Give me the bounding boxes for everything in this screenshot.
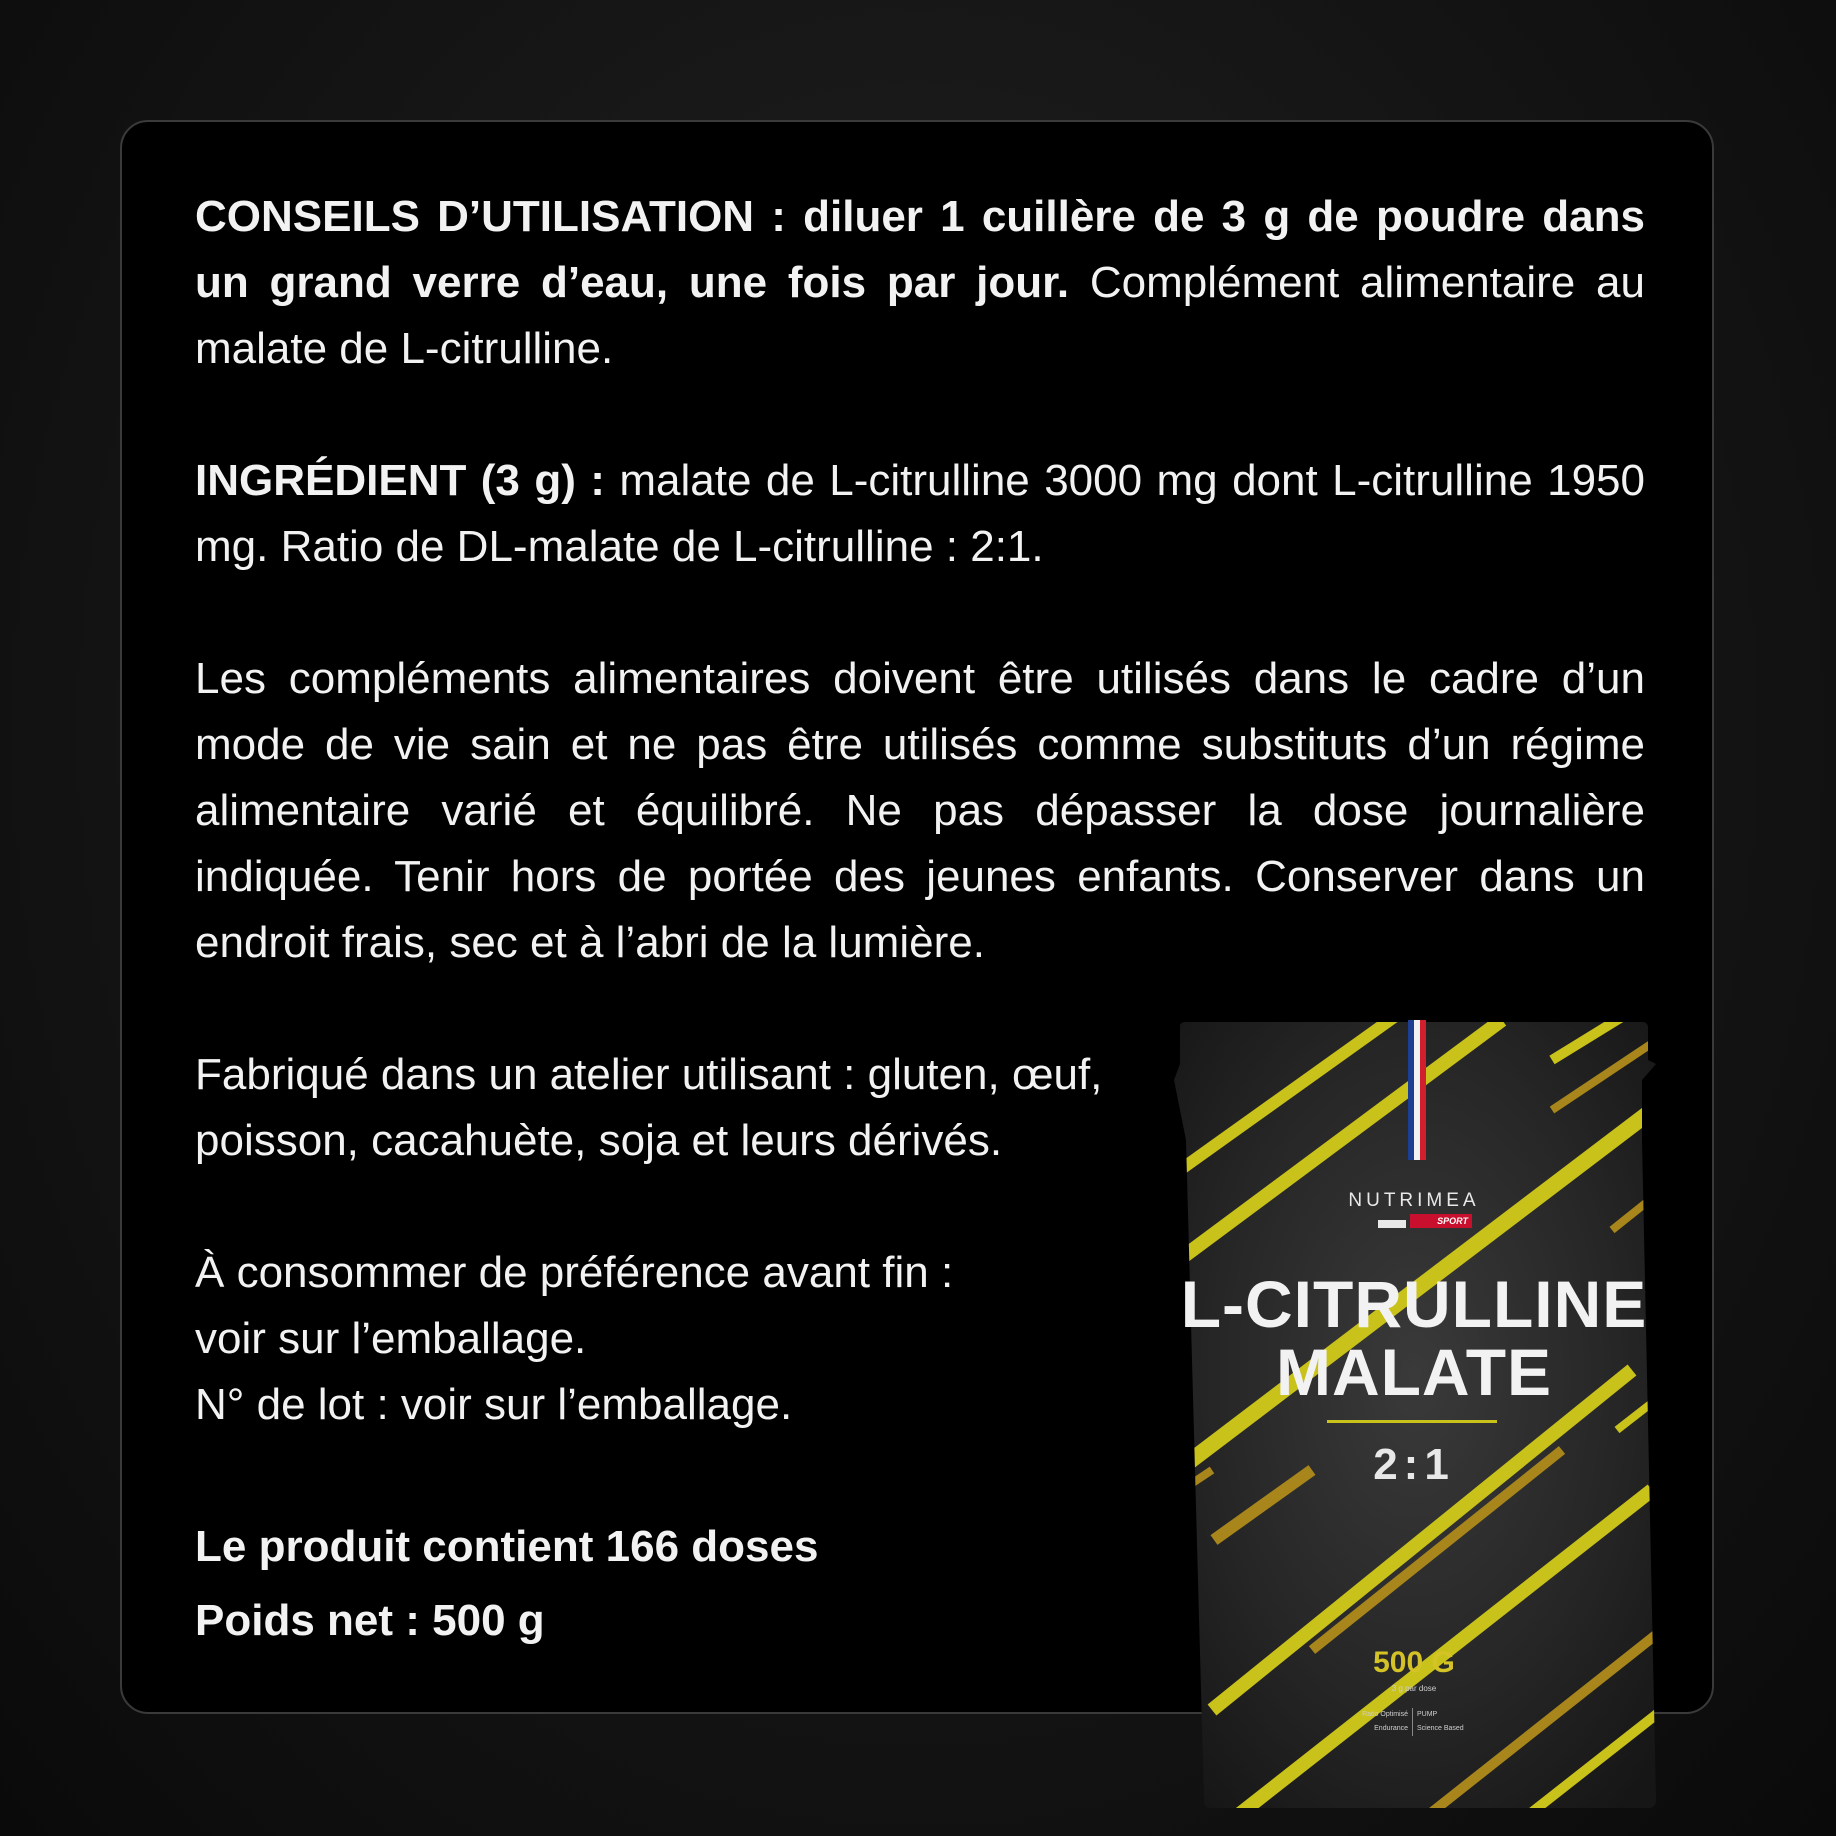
lot-number: N° de lot : voir sur l’emballage. bbox=[195, 1380, 793, 1429]
brand-logo: NUTRIMEA bbox=[1348, 1190, 1480, 1211]
usage-instructions: CONSEILS D’UTILISATION : diluer 1 cuillère de 3 g de poudre dans un grand verre d’eau, une fois par jour. bbox=[195, 192, 1645, 307]
product-title bbox=[1172, 1267, 1656, 1409]
summary-paragraph bbox=[195, 1510, 1095, 1658]
usage-description: Complément alimentaire au malate de L-citrulline. bbox=[195, 258, 1645, 373]
usage-paragraph bbox=[195, 184, 1645, 382]
product-ratio: 2:1 bbox=[1373, 1440, 1455, 1489]
dates-paragraph bbox=[195, 1240, 1095, 1438]
ingredient-text: malate de L-citrulline 3000 mg dont L-citrulline 1950 mg. Ratio de DL-malate de L-citrulline : 2:1. bbox=[195, 456, 1645, 571]
allergens-line: poisson, cacahuète, soja et leurs dérivés. bbox=[195, 1116, 1003, 1165]
title-divider bbox=[1327, 1420, 1497, 1423]
claim-label: Endurance bbox=[1374, 1725, 1408, 1732]
flag-white-stripe bbox=[1414, 1020, 1420, 1160]
warnings-paragraph: Les compléments alimentaires doivent être utilisés dans le cadre d’un mode de vie sain et ne pas être utilisés comme substituts d’un régime alimentaire varié et équilibré. Ne pas dépasser la dose journalière indiquée. Tenir hors de portée des jeunes enfants. Conserver dans un endroit frais, sec et à l’abri de la lumière. bbox=[195, 654, 1645, 967]
allergens-paragraph bbox=[195, 1042, 1103, 1174]
claims-row bbox=[1334, 1708, 1494, 1722]
claims-row bbox=[1334, 1722, 1494, 1736]
product-pouch-image bbox=[1172, 1020, 1656, 1810]
allergens-line: Fabriqué dans un atelier utilisant : gluten, œuf, bbox=[195, 1050, 1103, 1099]
ingredient-heading: INGRÉDIENT (3 g) : bbox=[195, 456, 605, 505]
product-title-line: L-CITRULLINE bbox=[1180, 1267, 1648, 1341]
brand-sub-badge: SPORT bbox=[1410, 1214, 1472, 1228]
pouch-weight: 500 G bbox=[1373, 1646, 1455, 1679]
best-before-value: voir sur l’emballage. bbox=[195, 1314, 587, 1363]
pouch-claims bbox=[1334, 1708, 1494, 1736]
dose-count: Le produit contient 166 doses bbox=[195, 1522, 819, 1571]
flag-blue-stripe bbox=[1408, 1020, 1414, 1160]
claim-label: Science Based bbox=[1412, 1722, 1490, 1736]
claim-label: Ratio Optimisé bbox=[1362, 1711, 1408, 1718]
net-weight: Poids net : 500 g bbox=[195, 1596, 545, 1645]
flag-red-stripe bbox=[1420, 1020, 1426, 1160]
pouch-dose-note: 3 g par dose bbox=[1391, 1684, 1437, 1693]
ingredient-paragraph bbox=[195, 448, 1645, 580]
claim-label: PUMP bbox=[1412, 1708, 1490, 1722]
product-title-line: MALATE bbox=[1275, 1335, 1553, 1409]
best-before-label: À consommer de préférence avant fin : bbox=[195, 1248, 954, 1297]
